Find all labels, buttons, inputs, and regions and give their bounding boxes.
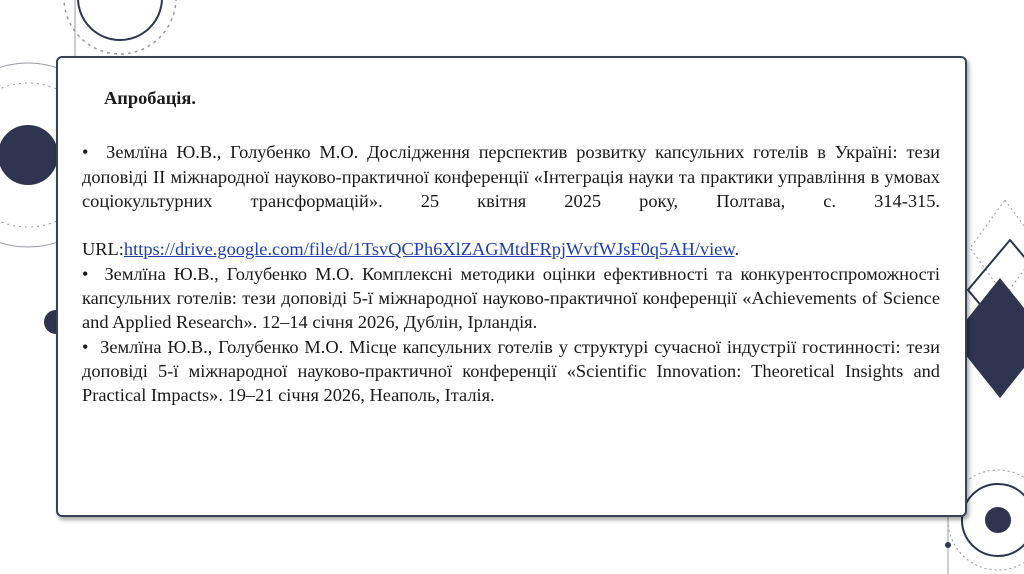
url-prefix: URL: bbox=[82, 239, 124, 260]
url-suffix: . bbox=[734, 239, 740, 260]
publication-text: Землїна Ю.В., Голубенко М.О. Комплексні методики оцінки ефективності та конкурентоспроможності капсульних готелів: тези доповіді 5-ї міжнародної науково-практичної конференції «Achievements of Science and Applied Research». 12–14 січня 2026, Дублін, Ірландія. bbox=[82, 263, 940, 333]
content-text bbox=[82, 86, 940, 408]
publication-url-link[interactable]: https://drive.google.com/file/d/1TsvQCPh6XlZAGMtdFRpjWvfWJsF0q5AH/view bbox=[123, 239, 735, 260]
publication-item-3 bbox=[82, 335, 940, 408]
slide-heading: Апробація. bbox=[104, 88, 196, 108]
publication-item-1 bbox=[82, 140, 940, 261]
decor-top-left-circles bbox=[64, 0, 176, 56]
publication-text: Землїна Ю.В., Голубенко М.О. Дослідження перспектив розвитку капсульних готелів в Україні: тези доповіді II міжнародної науково-практичної конференції «Інтеграція науки та практики управління в умовах соціокультурних трансформацій». 25 квітня 2025 року, Полтава, с. 314-315. bbox=[82, 142, 940, 211]
publication-text: Землїна Ю.В., Голубенко М.О. Місце капсульних готелів у структурі сучасної індустрії гостинності: тези доповіді 5-ї міжнародної науково-практичної конференції «Scientific Innovation: Theoretical Insights and Practical Impacts». 19–21 січня 2026, Неаполь, Італія. bbox=[82, 336, 940, 406]
bullet: • bbox=[82, 142, 89, 163]
bullet: • bbox=[82, 263, 89, 284]
bullet: • bbox=[82, 336, 89, 357]
publication-item-2 bbox=[82, 262, 940, 335]
